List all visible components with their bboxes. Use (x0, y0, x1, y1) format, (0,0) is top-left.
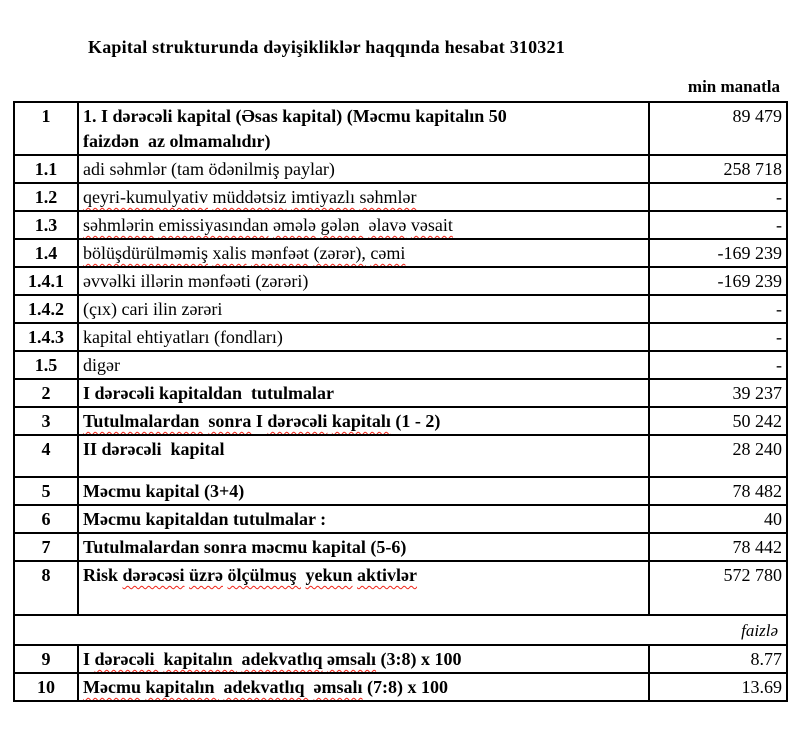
row-number: 5 (14, 477, 78, 505)
row-label: adi səhmlər (tam ödənilmiş paylar) (78, 155, 649, 183)
row-value: 40 (649, 505, 787, 533)
row-label: bölüşdürülməmiş xalis mənfəət (zərər), cəmi (78, 239, 649, 267)
table-row (14, 102, 787, 155)
row-value: 8.77 (649, 645, 787, 673)
row-value: - (649, 351, 787, 379)
page-title: Kapital strukturunda dəyişikliklər haqqında hesabat 310321 (88, 37, 565, 57)
table-row (14, 239, 787, 267)
row-number: 1.4.1 (14, 267, 78, 295)
row-number: 1.4 (14, 239, 78, 267)
row-number: 1.5 (14, 351, 78, 379)
units-note: min manatla (687, 77, 780, 96)
row-number: 1.3 (14, 211, 78, 239)
table-row (14, 295, 787, 323)
table-row (14, 155, 787, 183)
row-value: 89 479 (649, 102, 787, 155)
row-label: kapital ehtiyatları (fondları) (78, 323, 649, 351)
row-label: I dərəcəli kapitaldan tutulmalar (78, 379, 649, 407)
row-value: 258 718 (649, 155, 787, 183)
table-row (14, 561, 787, 615)
table-row (14, 505, 787, 533)
table-row (14, 435, 787, 477)
row-label: Məcmu kapitalın adekvatlıq əmsalı (7:8) x 100 (78, 673, 649, 701)
row-value: - (649, 323, 787, 351)
capital-structure-table (13, 101, 788, 702)
row-number: 8 (14, 561, 78, 615)
row-value: - (649, 183, 787, 211)
row-number: 6 (14, 505, 78, 533)
table-row (14, 645, 787, 673)
row-number: 1 (14, 102, 78, 155)
row-value: - (649, 211, 787, 239)
percent-note: faizlə (14, 615, 787, 645)
row-number: 4 (14, 435, 78, 477)
row-label: Tutulmalardan sonra məcmu kapital (5-6) (78, 533, 649, 561)
table-row (14, 267, 787, 295)
row-label: I dərəcəli kapitalın adekvatlıq əmsalı (3:8) x 100 (78, 645, 649, 673)
row-number: 10 (14, 673, 78, 701)
table-row (14, 407, 787, 435)
row-value: -169 239 (649, 239, 787, 267)
row-number: 1.2 (14, 183, 78, 211)
row-label: səhmlərin emissiyasından əmələ gələn əlavə vəsait (78, 211, 649, 239)
table-row (14, 211, 787, 239)
row-label: (çıx) cari ilin zərəri (78, 295, 649, 323)
row-value: 39 237 (649, 379, 787, 407)
row-number: 2 (14, 379, 78, 407)
row-number: 7 (14, 533, 78, 561)
row-value: -169 239 (649, 267, 787, 295)
table-row (14, 477, 787, 505)
row-value: 28 240 (649, 435, 787, 477)
row-label: Tutulmalardan sonra I dərəcəli kapitalı (1 - 2) (78, 407, 649, 435)
table-row (14, 533, 787, 561)
row-number: 3 (14, 407, 78, 435)
row-label: əvvəlki illərin mənfəəti (zərəri) (78, 267, 649, 295)
row-value: 50 242 (649, 407, 787, 435)
table-row (14, 351, 787, 379)
table-row (14, 183, 787, 211)
table-row (14, 673, 787, 701)
row-label: Məcmu kapital (3+4) (78, 477, 649, 505)
row-label: 1. I dərəcəli kapital (Əsas kapital) (Məcmu kapitalın 50 faizdən az olmamalıdır) (78, 102, 649, 155)
row-label: qeyri-kumulyativ müddətsiz imtiyazlı səhmlər (78, 183, 649, 211)
percent-note-row (14, 615, 787, 645)
table-row (14, 323, 787, 351)
row-number: 9 (14, 645, 78, 673)
table-row (14, 379, 787, 407)
row-number: 1.4.3 (14, 323, 78, 351)
row-label: II dərəcəli kapital (78, 435, 649, 477)
row-value: - (649, 295, 787, 323)
row-label: Məcmu kapitaldan tutulmalar : (78, 505, 649, 533)
row-label: digər (78, 351, 649, 379)
row-number: 1.1 (14, 155, 78, 183)
row-value: 572 780 (649, 561, 787, 615)
row-label: Risk dərəcəsi üzrə ölçülmuş yekun aktivlər (78, 561, 649, 615)
row-value: 13.69 (649, 673, 787, 701)
row-number: 1.4.2 (14, 295, 78, 323)
row-value: 78 442 (649, 533, 787, 561)
row-value: 78 482 (649, 477, 787, 505)
